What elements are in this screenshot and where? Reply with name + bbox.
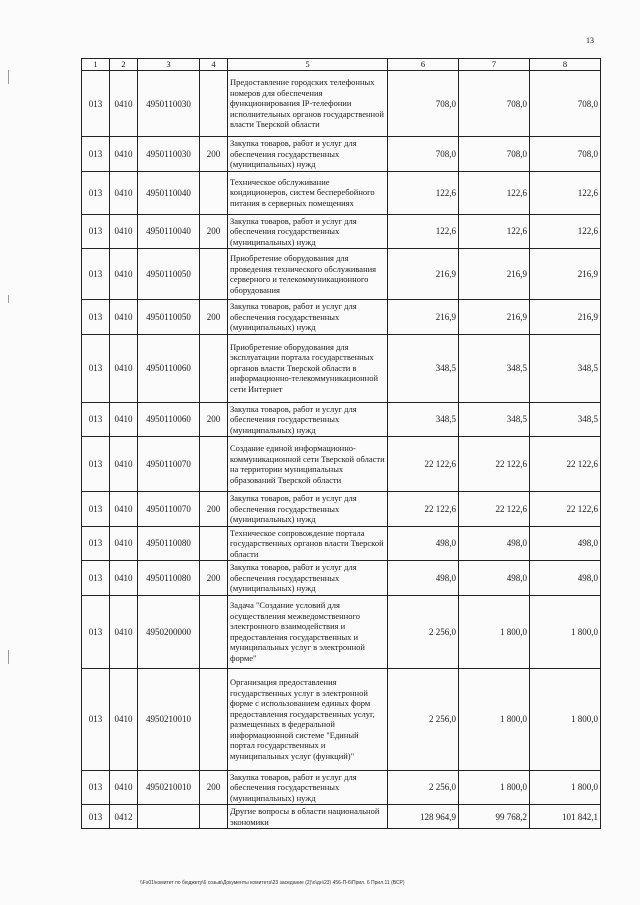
description-cell: Закупка товаров, работ и услуг для обеспечения государственных (муниципальных) нужд: [228, 214, 388, 249]
section-cell: 0410: [110, 402, 138, 437]
section-cell: 0410: [110, 334, 138, 402]
amount-cell: 22 122,6: [530, 437, 601, 492]
target-article-cell: 4950110040: [138, 214, 200, 249]
description-cell: Приобретение оборудования для проведения технического обслуживания серверного и телекоммуникационного оборудования: [228, 249, 388, 300]
description-cell: Закупка товаров, работ и услуг для обеспечения государственных (муниципальных) нужд: [228, 300, 388, 335]
amount-cell: 216,9: [388, 300, 459, 335]
expense-type-cell: [200, 595, 228, 668]
description-cell: Создание единой информационно-коммуникационной сети Тверской области на территории муниципальных образований Тверской области: [228, 437, 388, 492]
code-cell: 013: [82, 526, 110, 561]
amount-cell: 122,6: [459, 214, 530, 249]
table-row: [82, 402, 601, 437]
code-cell: 013: [82, 249, 110, 300]
code-cell: 013: [82, 300, 110, 335]
amount-cell: 1 800,0: [530, 770, 601, 805]
expense-type-cell: [200, 71, 228, 137]
expense-type-cell: [200, 437, 228, 492]
target-article-cell: 4950110030: [138, 137, 200, 172]
amount-cell: 498,0: [530, 561, 601, 596]
code-cell: 013: [82, 561, 110, 596]
table-body: [82, 71, 601, 829]
expense-type-cell: [200, 249, 228, 300]
description-cell: Закупка товаров, работ и услуг для обеспечения государственных (муниципальных) нужд: [228, 137, 388, 172]
amount-cell: 2 256,0: [388, 770, 459, 805]
expense-type-cell: 200: [200, 300, 228, 335]
amount-cell: 216,9: [388, 249, 459, 300]
expense-type-cell: [200, 526, 228, 561]
page-number: 13: [586, 36, 594, 45]
table-row: [82, 668, 601, 770]
amount-cell: 22 122,6: [530, 492, 601, 527]
target-article-cell: 4950210010: [138, 668, 200, 770]
column-header: 6: [388, 59, 459, 71]
section-cell: 0410: [110, 214, 138, 249]
table-row: [82, 214, 601, 249]
table-row: [82, 249, 601, 300]
amount-cell: 708,0: [459, 137, 530, 172]
column-header: 1: [82, 59, 110, 71]
amount-cell: 22 122,6: [388, 437, 459, 492]
amount-cell: 1 800,0: [459, 668, 530, 770]
description-cell: Другие вопросы в области национальной экономики: [228, 805, 388, 829]
table-row: [82, 805, 601, 829]
description-cell: Приобретение оборудования для эксплуатации портала государственных органов власти Тверской области в информационно-телекоммуникационной сети Интернет: [228, 334, 388, 402]
description-cell: Предоставление городских телефонных номеров для обеспечения функционирования IP-телефонии исполнительных органов государственной власти Тверской области: [228, 71, 388, 137]
amount-cell: 22 122,6: [459, 492, 530, 527]
section-cell: 0410: [110, 437, 138, 492]
target-article-cell: 4950110070: [138, 437, 200, 492]
description-cell: Закупка товаров, работ и услуг для обеспечения государственных (муниципальных) нужд: [228, 770, 388, 805]
amount-cell: 498,0: [530, 526, 601, 561]
amount-cell: 708,0: [388, 137, 459, 172]
column-header: 8: [530, 59, 601, 71]
description-cell: Закупка товаров, работ и услуг для обеспечения государственных (муниципальных) нужд: [228, 402, 388, 437]
expense-type-cell: 200: [200, 561, 228, 596]
code-cell: 013: [82, 402, 110, 437]
amount-cell: 216,9: [530, 249, 601, 300]
target-article-cell: 4950110060: [138, 334, 200, 402]
amount-cell: 1 800,0: [459, 770, 530, 805]
amount-cell: 216,9: [459, 300, 530, 335]
table-row: [82, 561, 601, 596]
table-row: [82, 300, 601, 335]
amount-cell: 348,5: [459, 334, 530, 402]
section-cell: 0410: [110, 561, 138, 596]
amount-cell: 122,6: [530, 214, 601, 249]
amount-cell: 348,5: [530, 402, 601, 437]
amount-cell: 122,6: [530, 171, 601, 214]
amount-cell: 1 800,0: [530, 595, 601, 668]
expense-type-cell: [200, 805, 228, 829]
description-cell: Задача "Создание условий для осуществления межведомственного электронного взаимодействия и предоставления государственных и муниципальных услуг в электронной форме": [228, 595, 388, 668]
target-article-cell: 4950110080: [138, 526, 200, 561]
amount-cell: 122,6: [459, 171, 530, 214]
section-cell: 0410: [110, 526, 138, 561]
amount-cell: 216,9: [459, 249, 530, 300]
section-cell: 0410: [110, 668, 138, 770]
amount-cell: 708,0: [530, 137, 601, 172]
amount-cell: 99 768,2: [459, 805, 530, 829]
section-cell: 0410: [110, 770, 138, 805]
target-article-cell: 4950110060: [138, 402, 200, 437]
expense-type-cell: [200, 334, 228, 402]
amount-cell: 498,0: [459, 561, 530, 596]
code-cell: 013: [82, 334, 110, 402]
expense-type-cell: 200: [200, 770, 228, 805]
description-cell: Закупка товаров, работ и услуг для обеспечения государственных (муниципальных) нужд: [228, 561, 388, 596]
target-article-cell: 4950200000: [138, 595, 200, 668]
code-cell: 013: [82, 805, 110, 829]
description-cell: Закупка товаров, работ и услуг для обеспечения государственных (муниципальных) нужд: [228, 492, 388, 527]
code-cell: 013: [82, 214, 110, 249]
amount-cell: 348,5: [530, 334, 601, 402]
amount-cell: 1 800,0: [459, 595, 530, 668]
amount-cell: 708,0: [459, 71, 530, 137]
amount-cell: 348,5: [388, 402, 459, 437]
code-cell: 013: [82, 437, 110, 492]
amount-cell: 498,0: [388, 561, 459, 596]
amount-cell: 348,5: [388, 334, 459, 402]
target-article-cell: 4950110050: [138, 249, 200, 300]
amount-cell: 2 256,0: [388, 595, 459, 668]
code-cell: 013: [82, 668, 110, 770]
column-header: 4: [200, 59, 228, 71]
column-number-row: [82, 59, 601, 71]
target-article-cell: 4950110070: [138, 492, 200, 527]
budget-table: [81, 58, 601, 829]
amount-cell: 101 842,1: [530, 805, 601, 829]
table-row: [82, 437, 601, 492]
expense-type-cell: 200: [200, 214, 228, 249]
target-article-cell: [138, 805, 200, 829]
amount-cell: 22 122,6: [388, 492, 459, 527]
table-row: [82, 71, 601, 137]
code-cell: 013: [82, 770, 110, 805]
amount-cell: 708,0: [388, 71, 459, 137]
table-row: [82, 334, 601, 402]
code-cell: 013: [82, 171, 110, 214]
section-cell: 0412: [110, 805, 138, 829]
amount-cell: 2 256,0: [388, 668, 459, 770]
footer-file-path: \\Fs01\комитет по бюджету\6 созыв\Документы комитета\23 заседание (2)\о\дн\23) 456-П-6\Прил. 6 Прил.11 (ВСР): [140, 880, 405, 886]
expense-type-cell: [200, 171, 228, 214]
description-cell: Техническое сопровождение портала государственных органов власти Тверской области: [228, 526, 388, 561]
margin-mark: [8, 650, 9, 664]
description-cell: Организация предоставления государственных услуг в электронной форме с использованием единых форм предоставления государственных услуг, размещенных в федеральной информационной системе "Единый портал государственных и муниципальных услуг (функций)": [228, 668, 388, 770]
code-cell: 013: [82, 71, 110, 137]
amount-cell: 498,0: [459, 526, 530, 561]
code-cell: 013: [82, 595, 110, 668]
column-header: 7: [459, 59, 530, 71]
column-header: 5: [228, 59, 388, 71]
table-header: [82, 59, 601, 71]
margin-mark: [8, 70, 9, 84]
code-cell: 013: [82, 492, 110, 527]
section-cell: 0410: [110, 300, 138, 335]
amount-cell: 498,0: [388, 526, 459, 561]
amount-cell: 708,0: [530, 71, 601, 137]
code-cell: 013: [82, 137, 110, 172]
table-row: [82, 595, 601, 668]
section-cell: 0410: [110, 171, 138, 214]
amount-cell: 1 800,0: [530, 668, 601, 770]
column-header: 3: [138, 59, 200, 71]
table-row: [82, 171, 601, 214]
table-row: [82, 137, 601, 172]
expense-type-cell: 200: [200, 137, 228, 172]
expense-type-cell: 200: [200, 492, 228, 527]
section-cell: 0410: [110, 137, 138, 172]
amount-cell: 122,6: [388, 214, 459, 249]
target-article-cell: 4950110030: [138, 71, 200, 137]
target-article-cell: 4950110050: [138, 300, 200, 335]
target-article-cell: 4950110040: [138, 171, 200, 214]
amount-cell: 128 964,9: [388, 805, 459, 829]
description-cell: Техническое обслуживание кондиционеров, систем бесперебойного питания в серверных помещениях: [228, 171, 388, 214]
margin-mark: [8, 295, 9, 303]
column-header: 2: [110, 59, 138, 71]
section-cell: 0410: [110, 595, 138, 668]
expense-type-cell: [200, 668, 228, 770]
amount-cell: 22 122,6: [459, 437, 530, 492]
target-article-cell: 4950210010: [138, 770, 200, 805]
amount-cell: 348,5: [459, 402, 530, 437]
expense-type-cell: 200: [200, 402, 228, 437]
table-row: [82, 526, 601, 561]
section-cell: 0410: [110, 249, 138, 300]
amount-cell: 216,9: [530, 300, 601, 335]
table-row: [82, 492, 601, 527]
section-cell: 0410: [110, 492, 138, 527]
section-cell: 0410: [110, 71, 138, 137]
amount-cell: 122,6: [388, 171, 459, 214]
table-row: [82, 770, 601, 805]
target-article-cell: 4950110080: [138, 561, 200, 596]
